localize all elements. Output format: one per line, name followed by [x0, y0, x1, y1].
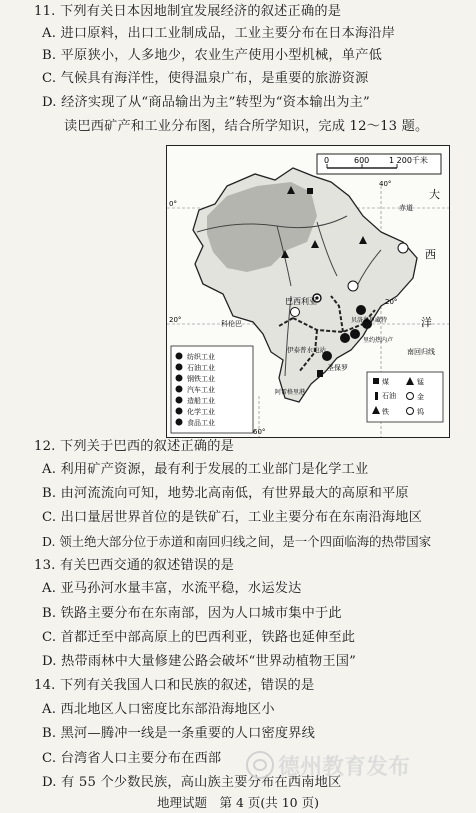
question-14-option-a: A. 西北地区人口密度比东部沿海地区小 — [42, 702, 275, 717]
legend-oil: 石油 — [382, 392, 396, 400]
equator-label: 赤道 — [399, 204, 413, 212]
question-13-option-d: D. 热带雨林中大量修建公路会破坏“世界动植物王国” — [42, 654, 357, 669]
capricorn-label: 南回归线 — [407, 348, 435, 356]
lat-label-20: 20° — [169, 316, 182, 324]
city-corumba: 科伦巴 — [221, 320, 242, 328]
watermark-text: 德州教育发布 — [278, 754, 411, 780]
question-11-option-c: C. 气候具有海洋性，使得温泉广布，是重要的旅游资源 — [42, 71, 369, 86]
watermark — [246, 748, 466, 782]
scale-label-0: 0 — [324, 156, 330, 165]
lon-label-40: 40° — [379, 180, 392, 188]
question-13-stem: 13. 有关巴西交通的叙述错误的是 — [34, 558, 235, 573]
industry-symbol — [340, 333, 350, 343]
map-legend — [171, 346, 253, 433]
lat-label-0: 0° — [169, 200, 177, 208]
city-itaipu: 伊泰普水电站 — [287, 346, 326, 354]
city-sao-paulo: 圣保罗 — [327, 364, 348, 372]
city-belo-horizonte: 贝洛奥里藏特 — [351, 317, 388, 324]
question-14-option-d: D. 有 55 个少数民族，高山族主要分布在西南地区 — [42, 775, 342, 790]
legend-auto: 汽车工业 — [187, 386, 215, 394]
question-11-stem: 11. 下列有关日本因地制宜发展经济的叙述正确的是 — [34, 4, 342, 19]
legend-textile: 纺织工业 — [187, 353, 215, 361]
coal-symbol — [307, 188, 313, 194]
industry-symbol — [350, 329, 360, 339]
wechat-icon — [246, 751, 274, 779]
question-14-stem: 14. 下列有关我国人口和民族的叙述，错误的是 — [34, 678, 315, 693]
legend-tungsten: 钨 — [417, 408, 424, 416]
question-14-option-c: C. 台湾省人口主要分布在西部 — [42, 751, 222, 766]
legend-chemical: 化学工业 — [187, 408, 215, 416]
legend-food: 食品工业 — [187, 419, 215, 427]
mineral-legend — [367, 372, 443, 422]
legend-gold: 金 — [417, 393, 424, 401]
tungsten-symbol — [398, 243, 408, 253]
scale-label-1200: 1 200千米 — [389, 156, 428, 165]
legend-shipbuilding: 造船工业 — [187, 397, 215, 405]
city-rio: 里约热内卢 — [363, 337, 394, 344]
question-11-option-d: D. 经济实现了从“商品输出为主”转型为“资本输出为主” — [42, 95, 370, 110]
industry-symbol — [356, 305, 366, 315]
brazil-map-figure — [166, 145, 450, 438]
question-13-option-b: B. 铁路主要分布在东南部，因为人口城市集中于此 — [42, 606, 342, 621]
question-12-option-a: A. 利用矿产资源，最有利于发展的工业部门是化学工业 — [42, 462, 369, 477]
ocean-char-3: 洋 — [421, 316, 432, 329]
gold-symbol — [348, 281, 358, 291]
question-11-option-b: B. 平原狭小，人多地少，农业生产使用小型机械，单产低 — [42, 48, 382, 63]
page-footer: 地理试题 第 4 页(共 10 页) — [156, 795, 319, 810]
ocean-char-2: 西 — [425, 248, 436, 261]
question-13-option-a: A. 亚马孙河水量丰富，水流平稳，水运发达 — [42, 581, 302, 596]
question-12-stem: 12. 下列关于巴西的叙述正确的是 — [34, 439, 235, 454]
legend-coal: 煤 — [382, 378, 389, 386]
question-12-option-d: D. 领土绝大部分位于赤道和南回归线之间，是一个四面临海的热带国家 — [42, 534, 432, 549]
legend-iron: 铁 — [382, 408, 389, 416]
question-11-option-a: A. 进口原料，出口工业制成品，工业主要分布在日本海沿岸 — [42, 26, 396, 41]
city-brasilia: 巴西利亚 — [285, 297, 317, 306]
ocean-char-1: 大 — [429, 188, 440, 201]
coal-symbol — [317, 370, 323, 377]
question-14-option-b: B. 黑河—腾冲一线是一条重要的人口密度界线 — [42, 726, 316, 741]
brazil-map — [167, 146, 449, 437]
legend-petroleum: 石油工业 — [187, 364, 215, 372]
city-porto-alegre: 阿雷格里港 — [275, 389, 306, 396]
map-intro-text: 读巴西矿产和工业分布图，结合所学知识，完成 12～13 题。 — [64, 119, 429, 134]
lon-label-60: 60° — [253, 428, 266, 436]
legend-steel: 钢铁工业 — [187, 375, 215, 383]
legend-manganese: 锰 — [417, 378, 424, 386]
question-13-option-c: C. 首都迁至中部高原上的巴西利亚，铁路也延伸至此 — [42, 630, 356, 645]
question-12-option-c: C. 出口量居世界首位的是铁矿石，工业主要分布在东南沿海地区 — [42, 510, 423, 525]
lat-label-20-east: 20° — [385, 298, 398, 306]
question-12-option-b: B. 由河流流向可知，地势北高南低，有世界最大的高原和平原 — [42, 486, 409, 501]
manganese-symbol — [291, 308, 300, 317]
scale-label-600: 600 — [354, 156, 370, 165]
